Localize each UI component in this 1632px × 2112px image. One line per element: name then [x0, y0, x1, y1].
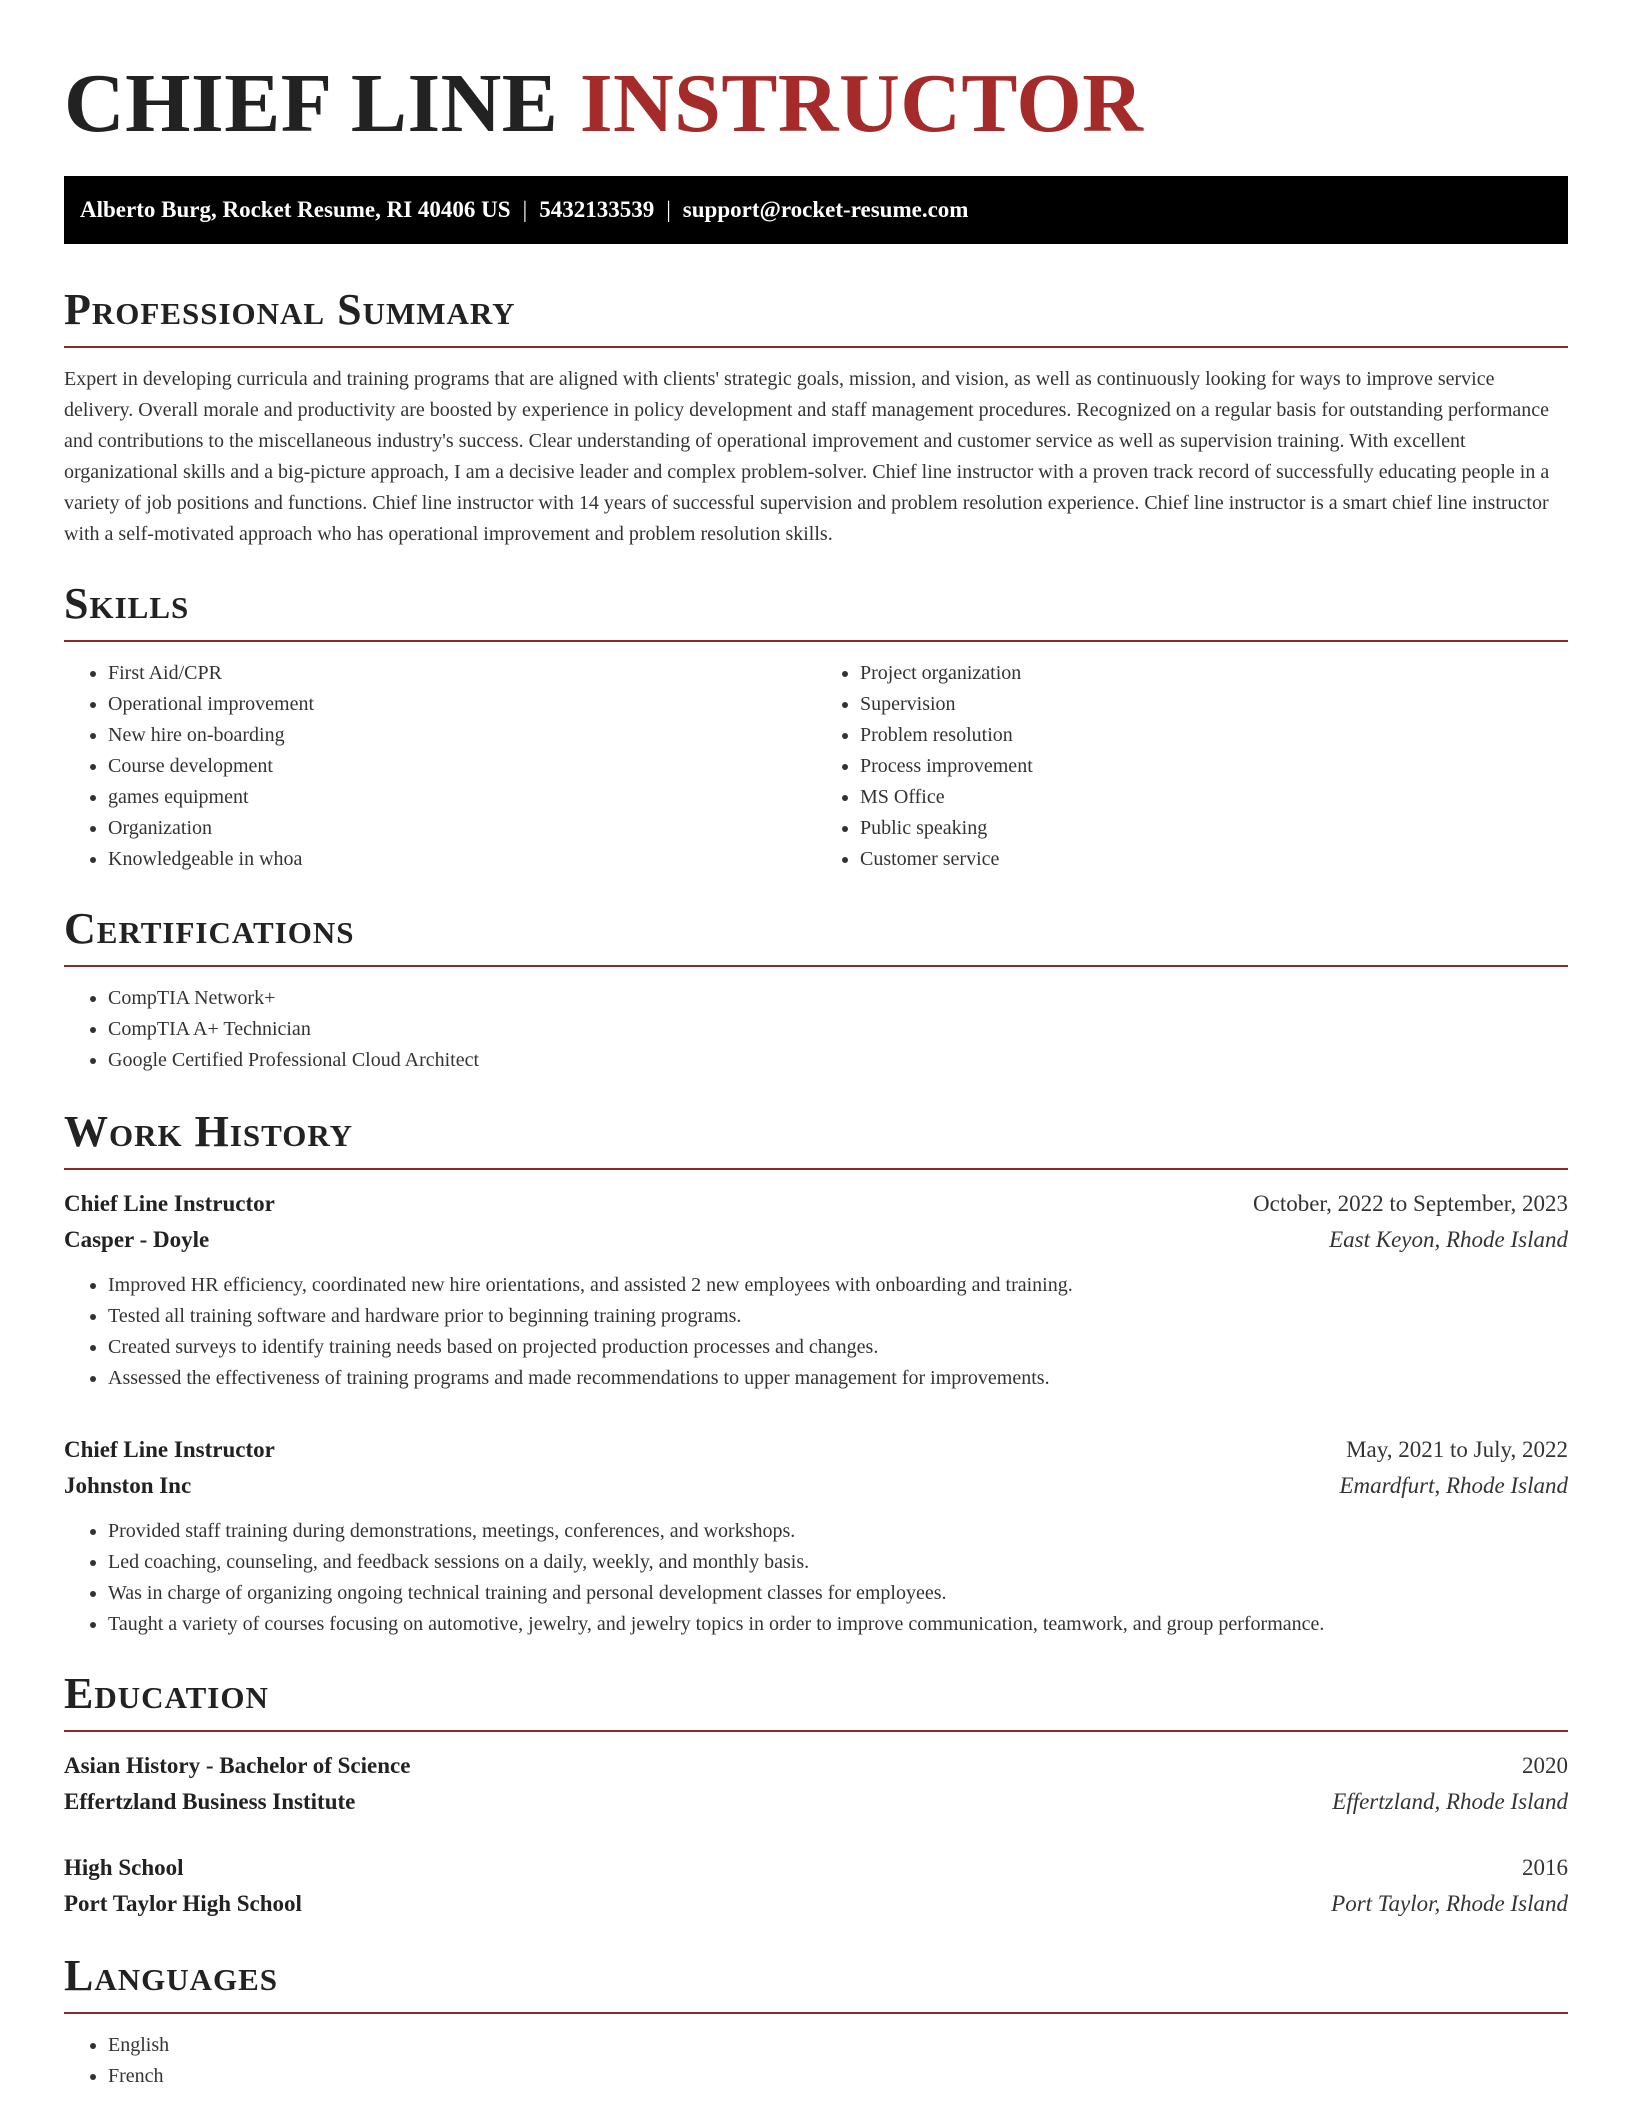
- contact-separator: |: [666, 197, 671, 222]
- certification-item: • CompTIA Network+: [108, 983, 1568, 1014]
- job-dates: May, 2021 to July, 2022: [1346, 1437, 1568, 1462]
- skill-item: • New hire on-boarding: [108, 720, 816, 751]
- contact-phone: 5432133539: [539, 197, 655, 222]
- skill-item: • Problem resolution: [860, 720, 1568, 751]
- job-bullet: • Assessed the effectiveness of training programs and made recommendations to upper management for improvements.: [108, 1363, 1568, 1394]
- section-heading: Work History: [64, 1107, 354, 1156]
- job-bullets: [64, 1270, 1568, 1394]
- certifications-list: [64, 983, 1568, 1076]
- education-year: 2016: [1522, 1855, 1568, 1880]
- job-header-row: [64, 1432, 1568, 1468]
- section-divider: [64, 2012, 1568, 2014]
- skill-item: • Knowledgeable in whoa: [108, 844, 816, 875]
- skill-item: • First Aid/CPR: [108, 658, 816, 689]
- education-degree: High School: [64, 1855, 184, 1880]
- section-heading: Certifications: [64, 904, 355, 953]
- education-location: Port Taylor, Rhode Island: [1331, 1891, 1568, 1916]
- section-divider: [64, 1168, 1568, 1170]
- job-bullet: • Tested all training software and hardware prior to beginning training programs.: [108, 1301, 1568, 1332]
- job-company-row: [64, 1468, 1568, 1504]
- education-school: Effertzland Business Institute: [64, 1789, 356, 1814]
- section-divider: [64, 640, 1568, 642]
- certification-item: • Google Certified Professional Cloud Architect: [108, 1045, 1568, 1076]
- section-divider: [64, 346, 1568, 348]
- languages-list: [64, 2030, 1568, 2092]
- section-divider: [64, 1730, 1568, 1732]
- job-bullet: • Provided staff training during demonstrations, meetings, conferences, and workshops.: [108, 1516, 1568, 1547]
- skill-item: • Customer service: [860, 844, 1568, 875]
- education-entry: [64, 1850, 1568, 1922]
- section-divider: [64, 965, 1568, 967]
- section-heading: Languages: [64, 1951, 279, 2000]
- job-bullet: • Was in charge of organizing ongoing technical training and personal development classes for employees.: [108, 1578, 1568, 1609]
- job-location: East Keyon, Rhode Island: [1329, 1227, 1568, 1252]
- job-bullets: [64, 1516, 1568, 1640]
- summary-section: [64, 284, 1568, 550]
- skills-list-left: [64, 658, 816, 875]
- title-accent: INSTRUCTOR: [579, 57, 1144, 150]
- skill-item: • Organization: [108, 813, 816, 844]
- contact-bar: [64, 176, 1568, 244]
- contact-email: support@rocket-resume.com: [682, 197, 969, 222]
- job-bullet: • Created surveys to identify training needs based on projected production processes and changes.: [108, 1332, 1568, 1363]
- job-bullet: • Taught a variety of courses focusing on automotive, jewelry, and jewelry topics in order to improve communication, teamwork, and group performance.: [108, 1609, 1568, 1640]
- section-heading: Education: [64, 1669, 269, 1718]
- job-company-row: [64, 1222, 1568, 1258]
- education-school-row: [64, 1784, 1568, 1820]
- job-company: Casper - Doyle: [64, 1227, 210, 1252]
- work-history-section: [64, 1106, 1568, 1640]
- language-item: • French: [108, 2061, 1568, 2092]
- education-header-row: [64, 1850, 1568, 1886]
- skill-item: • Public speaking: [860, 813, 1568, 844]
- job-entry: [64, 1186, 1568, 1394]
- resume-title: [64, 0, 1568, 152]
- skill-item: • Project organization: [860, 658, 1568, 689]
- job-header-row: [64, 1186, 1568, 1222]
- skill-item: • Operational improvement: [108, 689, 816, 720]
- skill-item: • Course development: [108, 751, 816, 782]
- education-degree: Asian History - Bachelor of Science: [64, 1753, 411, 1778]
- education-entry: [64, 1748, 1568, 1820]
- job-title: Chief Line Instructor: [64, 1191, 275, 1216]
- education-section: [64, 1668, 1568, 1922]
- language-item: • English: [108, 2030, 1568, 2061]
- job-entry: [64, 1432, 1568, 1640]
- title-primary: CHIEF LINE: [64, 57, 559, 150]
- skill-item: • games equipment: [108, 782, 816, 813]
- education-year: 2020: [1522, 1753, 1568, 1778]
- section-heading: Professional Summary: [64, 285, 516, 334]
- job-bullet: • Led coaching, counseling, and feedback sessions on a daily, weekly, and monthly basis.: [108, 1547, 1568, 1578]
- contact-address: Alberto Burg, Rocket Resume, RI 40406 US: [80, 197, 511, 222]
- section-heading: Skills: [64, 579, 190, 628]
- job-location: Emardfurt, Rhode Island: [1339, 1473, 1568, 1498]
- contact-separator: |: [522, 197, 528, 222]
- skill-item: • Process improvement: [860, 751, 1568, 782]
- education-header-row: [64, 1748, 1568, 1784]
- skill-item: • MS Office: [860, 782, 1568, 813]
- skill-item: • Supervision: [860, 689, 1568, 720]
- job-bullet: • Improved HR efficiency, coordinated new hire orientations, and assisted 2 new employees with onboarding and training.: [108, 1270, 1568, 1301]
- education-location: Effertzland, Rhode Island: [1332, 1789, 1568, 1814]
- summary-text: Expert in developing curricula and training programs that are aligned with clients' strategic goals, mission, and vision, as well as continuously looking for ways to improve service delivery. Overall morale and productivity are boosted by experience in policy development and staff management procedures. Recognized on a regular basis for outstanding performance and contributions to the miscellaneous industry's success. Clear understanding of operational improvement and customer service as well as supervision training. With excellent organizational skills and a big-picture approach, I am a decisive leader and complex problem-solver. Chief line instructor with a proven track record of successfully educating people in a variety of job positions and functions. Chief line instructor with 14 years of successful supervision and problem resolution experience. Chief line instructor is a smart chief line instructor with a self-motivated approach who has operational improvement and problem resolution skills.: [64, 368, 1550, 545]
- skills-grid: [64, 658, 1568, 875]
- education-school: Port Taylor High School: [64, 1891, 302, 1916]
- job-title: Chief Line Instructor: [64, 1437, 275, 1462]
- skills-section: [64, 578, 1568, 875]
- languages-section: [64, 1950, 1568, 2092]
- certification-item: • CompTIA A+ Technician: [108, 1014, 1568, 1045]
- certifications-section: [64, 903, 1568, 1076]
- job-dates: October, 2022 to September, 2023: [1253, 1191, 1568, 1216]
- job-company: Johnston Inc: [64, 1473, 192, 1498]
- education-school-row: [64, 1886, 1568, 1922]
- skills-list-right: [816, 658, 1568, 875]
